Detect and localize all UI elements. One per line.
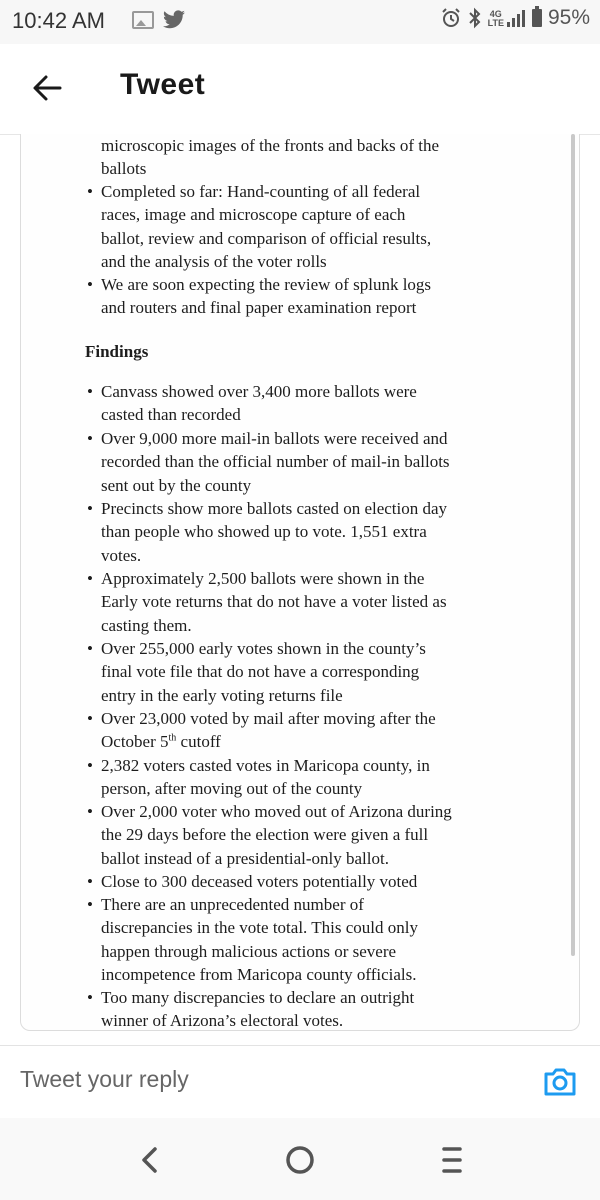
nav-back-button[interactable] xyxy=(130,1140,170,1180)
doc-line: and the analysis of the voter rolls xyxy=(101,252,327,272)
doc-line: ballot, review and comparison of official results, xyxy=(101,228,432,248)
status-time: 10:42 AM xyxy=(12,8,105,33)
doc-line: ballots xyxy=(101,159,147,179)
bullet: • xyxy=(87,895,93,914)
network-indicator xyxy=(488,8,526,28)
scrollbar[interactable] xyxy=(571,134,575,956)
finding-item xyxy=(87,893,541,987)
doc-line: Over 255,000 early votes shown in the county’s xyxy=(101,639,426,658)
twitter-bird-icon xyxy=(162,10,186,30)
app-bar xyxy=(0,44,600,135)
document-content xyxy=(21,134,579,1030)
back-button[interactable] xyxy=(26,66,70,110)
camera-icon xyxy=(540,1062,580,1102)
doc-line: casted than recorded xyxy=(101,405,241,425)
finding-item xyxy=(87,567,541,637)
doc-line: Canvass showed over 3,400 more ballots were xyxy=(101,382,417,401)
finding-item xyxy=(87,497,541,567)
finding-item xyxy=(87,637,541,707)
bullet: • xyxy=(87,569,93,588)
bullet: • xyxy=(87,182,93,201)
doc-line: discrepancies in the vote total. This could only xyxy=(101,918,418,938)
status-bar xyxy=(0,0,600,44)
system-icons xyxy=(440,6,590,30)
reply-bar xyxy=(0,1045,600,1118)
signal-icon xyxy=(506,8,526,28)
doc-line: There are an unprecedented number of xyxy=(101,895,364,914)
bluetooth-icon xyxy=(468,7,482,29)
list-item xyxy=(101,134,541,181)
doc-line: Precincts show more ballots casted on election day xyxy=(101,499,448,518)
bullet: • xyxy=(87,872,93,891)
doc-line: person, after moving out of the county xyxy=(101,779,363,799)
bullet: • xyxy=(87,429,93,448)
alarm-icon xyxy=(440,7,462,29)
bullet: • xyxy=(87,639,93,658)
bullet: • xyxy=(87,988,93,1007)
gallery-icon xyxy=(132,11,154,29)
doc-line: 2,382 voters casted votes in Maricopa county, in xyxy=(101,756,430,775)
list-item xyxy=(87,273,541,320)
nav-recents-button[interactable] xyxy=(432,1140,472,1180)
doc-line-text: October 5 xyxy=(101,732,169,752)
doc-line: Over 9,000 more mail-in ballots were received and xyxy=(101,429,448,448)
doc-line: Over 2,000 voter who moved out of Arizona during xyxy=(101,802,452,821)
finding-item xyxy=(87,380,541,427)
bullet: • xyxy=(87,499,93,518)
finding-item xyxy=(87,754,541,801)
doc-line: ballot instead of a presidential-only ballot. xyxy=(101,848,389,868)
doc-line: Approximately 2,500 ballots were shown in the xyxy=(101,569,425,588)
list-item xyxy=(87,180,541,274)
finding-item xyxy=(87,870,541,893)
camera-button[interactable] xyxy=(540,1062,580,1102)
doc-line: and routers and final paper examination report xyxy=(101,298,417,318)
doc-line: Close to 300 deceased voters potentially voted xyxy=(101,872,418,891)
doc-line: We are soon expecting the review of splunk logs xyxy=(101,275,432,294)
doc-line: races, image and microscope capture of each xyxy=(101,205,406,225)
battery-percent: 95% xyxy=(547,6,590,29)
doc-line: the 29 days before the election were given a full xyxy=(101,825,429,845)
finding-item xyxy=(87,986,541,1031)
doc-line: incompetence from Maricopa county officials. xyxy=(101,965,417,985)
doc-line-text: cutoff xyxy=(176,732,221,752)
doc-line: microscopic images of the fronts and backs of the xyxy=(101,136,440,155)
page-title: Tweet xyxy=(120,68,206,101)
superscript: th xyxy=(168,732,177,744)
system-nav-bar xyxy=(0,1118,600,1200)
doc-line: Completed so far: Hand-counting of all federal xyxy=(101,182,421,201)
tweet-image[interactable] xyxy=(20,134,580,1031)
findings-heading: Findings xyxy=(85,342,149,361)
doc-line: Over 23,000 voted by mail after moving after the xyxy=(101,709,436,728)
finding-item xyxy=(87,707,541,754)
notification-icons xyxy=(132,10,186,30)
doc-line: Early vote returns that do not have a voter listed as xyxy=(101,592,447,612)
finding-item xyxy=(87,800,541,870)
nav-recents-icon xyxy=(432,1140,472,1180)
bullet: • xyxy=(87,802,93,821)
doc-line: recorded than the official number of mail-in ballots xyxy=(101,452,450,472)
network-type-top: 4G xyxy=(489,9,502,19)
finding-item xyxy=(87,427,541,497)
doc-line: sent out by the county xyxy=(101,475,252,495)
nav-home-icon xyxy=(280,1140,320,1180)
bullet: • xyxy=(87,709,93,728)
bullet: • xyxy=(87,382,93,401)
arrow-left-icon xyxy=(26,66,70,110)
nav-back-icon xyxy=(130,1140,170,1180)
doc-line: casting them. xyxy=(101,615,192,635)
network-type-bottom: LTE xyxy=(487,18,504,28)
doc-line: winner of Arizona’s electoral votes. xyxy=(101,1011,344,1031)
reply-input[interactable]: Tweet your reply xyxy=(20,1066,189,1092)
doc-line: entry in the early voting returns file xyxy=(101,685,343,705)
bullet: • xyxy=(87,756,93,775)
doc-line xyxy=(101,730,541,753)
bullet: • xyxy=(87,275,93,294)
doc-line: Too many discrepancies to declare an outright xyxy=(101,988,415,1007)
battery-icon xyxy=(532,9,542,27)
nav-home-button[interactable] xyxy=(280,1140,320,1180)
doc-line: final vote file that do not have a corresponding xyxy=(101,662,420,682)
doc-line: votes. xyxy=(101,545,142,565)
doc-line: happen through malicious actions or severe xyxy=(101,941,397,961)
doc-line: than people who showed up to vote. 1,551 extra xyxy=(101,522,427,542)
